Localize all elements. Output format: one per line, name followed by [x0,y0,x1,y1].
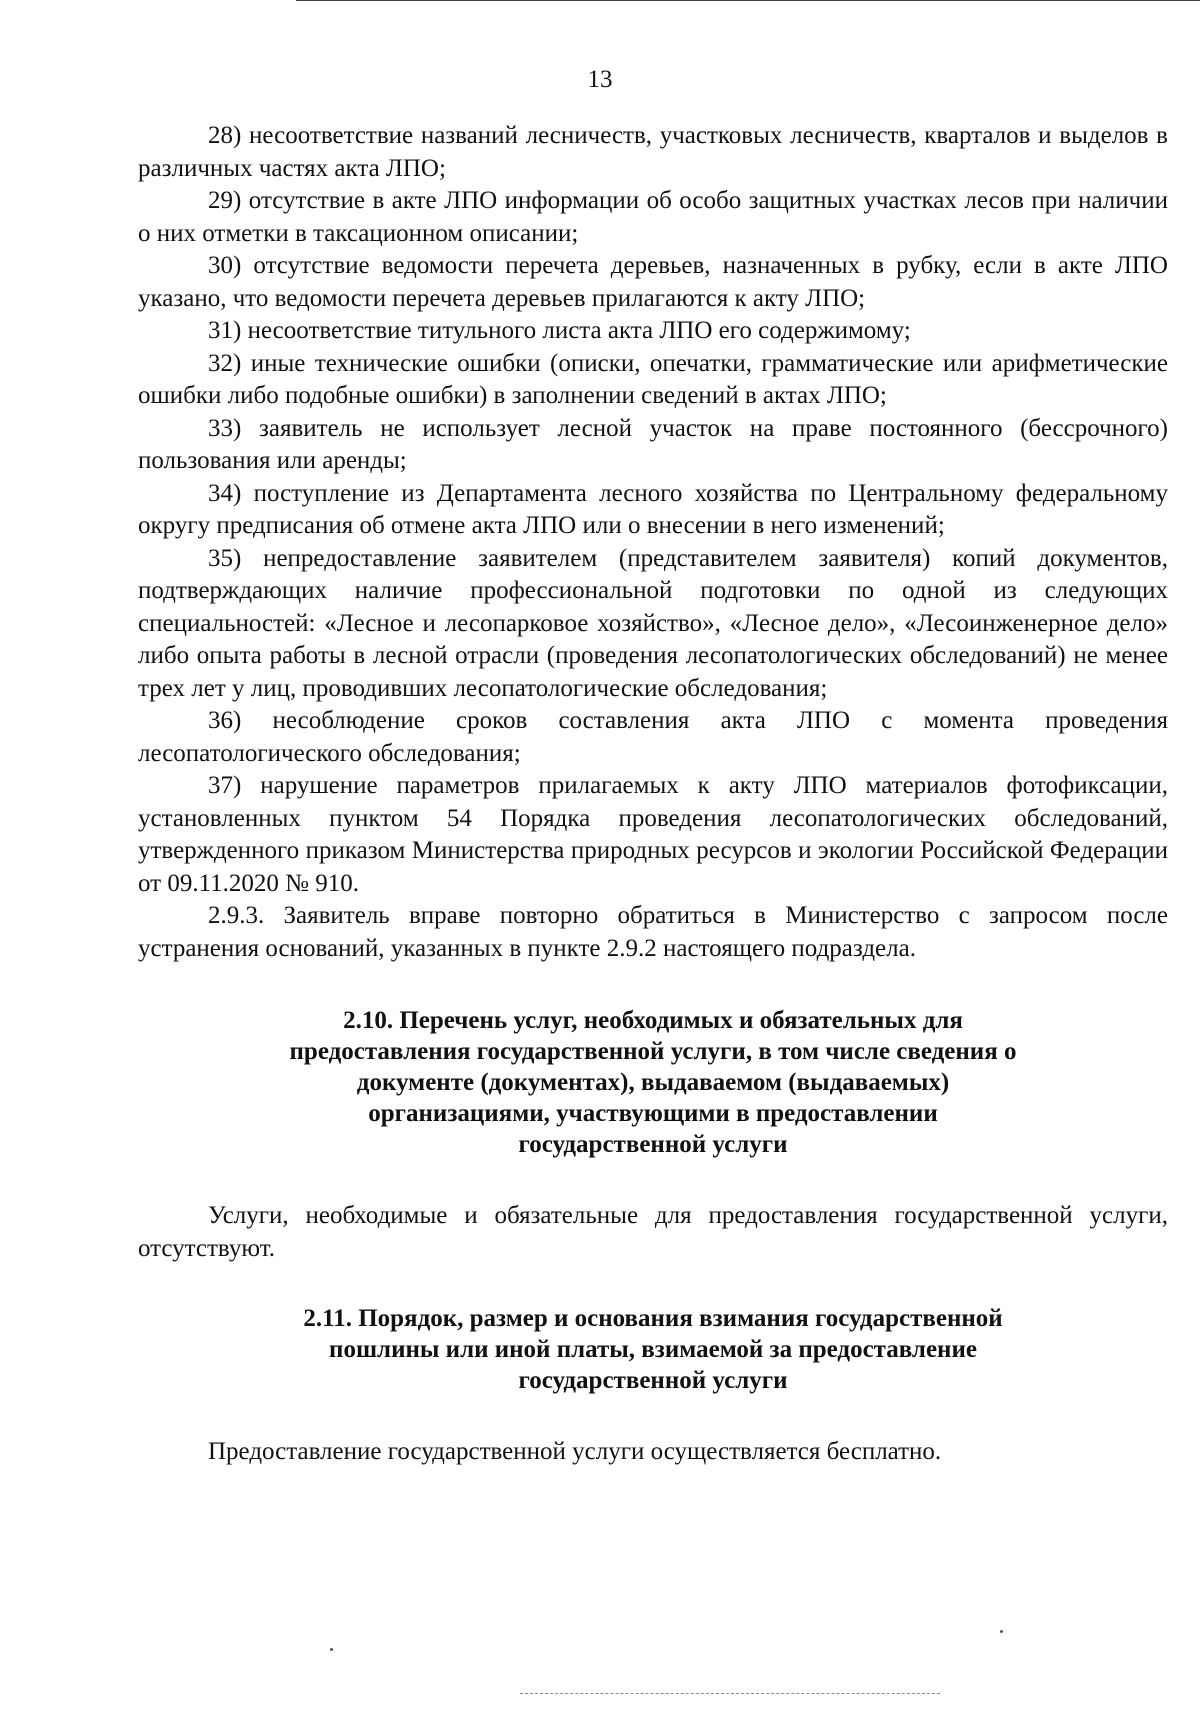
section-heading-2-10: 2.10. Перечень услуг, необходимых и обязательных для предоставления государственной услуги, в том числе сведения о документе (документах), выдаваемом (выдаваемых) организациями, участвующими в предоставлении государственной услуги [289,1007,1017,1158]
scan-speck [1000,1630,1003,1633]
document-body [138,120,1168,1469]
list-item-34: 34) поступление из Департамента лесного хозяйства по Центральному федеральному округу предписания об отмене акта ЛПО или о внесении в него изменений; [138,479,1168,539]
section-heading-2-11: 2.11. Порядок, размер и основания взимания государственной пошлины или иной платы, взимаемой за предоставление государственной услуги [303,1305,1003,1394]
list-item-35: 35) непредоставление заявителем (представителем заявителя) копий документов, подтверждающих наличие профессиональной подготовки по одной из следующих специальностей: «Лесное и лесопарковое хозяйство», «Лесное дело», «Лесоинженерное дело» либо опыта работы в лесной отрасли (проведения лесопатологических обследований) не менее трех лет у лиц, проводивших лесопатологические обследования; [138,544,1168,702]
clause-2-9-3: 2.9.3. Заявитель вправе повторно обратиться в Министерство с запросом после устранения оснований, указанных в пункте 2.9.2 настоящего подраздела. [138,902,1168,962]
list-item-36: 36) несоблюдение сроков составления акта ЛПО с момента проведения лесопатологического обследования; [138,707,1168,767]
section-text-2-10: Услуги, необходимые и обязательные для предоставления государственной услуги, отсутствуют. [138,1202,1168,1262]
scan-speck [330,1648,333,1651]
list-item-29: 29) отсутствие в акте ЛПО информации об особо защитных участках лесов при наличии о них отметки в таксационном описании; [138,187,1168,247]
list-item-32: 32) иные технические ошибки (описки, опечатки, грамматические или арифметические ошибки либо подобные ошибки) в заполнении сведений в актах ЛПО; [138,349,1168,409]
list-item-30: 30) отсутствие ведомости перечета деревьев, назначенных в рубку, если в акте ЛПО указано, что ведомости перечета деревьев прилагаются к акту ЛПО; [138,252,1168,312]
section-text-2-11: Предоставление государственной услуги осуществляется бесплатно. [208,1438,942,1465]
list-item-33: 33) заявитель не использует лесной участок на праве постоянного (бессрочного) пользования или аренды; [138,414,1168,474]
top-scan-rule [296,0,1200,4]
page-number: 13 [587,66,613,93]
list-item-31: 31) несоответствие титульного листа акта ЛПО его содержимому; [208,317,911,344]
list-item-28: 28) несоответствие названий лесничеств, участковых лесничеств, кварталов и выделов в различных частях акта ЛПО; [138,122,1168,182]
list-item-37: 37) нарушение параметров прилагаемых к акту ЛПО материалов фотофиксации, установленных пунктом 54 Порядка проведения лесопатологических обследований, утвержденного приказом Министерства природных ресурсов и экологии Российской Федерации от 09.11.2020 № 910. [138,772,1168,897]
bottom-scan-marks [520,1693,940,1697]
